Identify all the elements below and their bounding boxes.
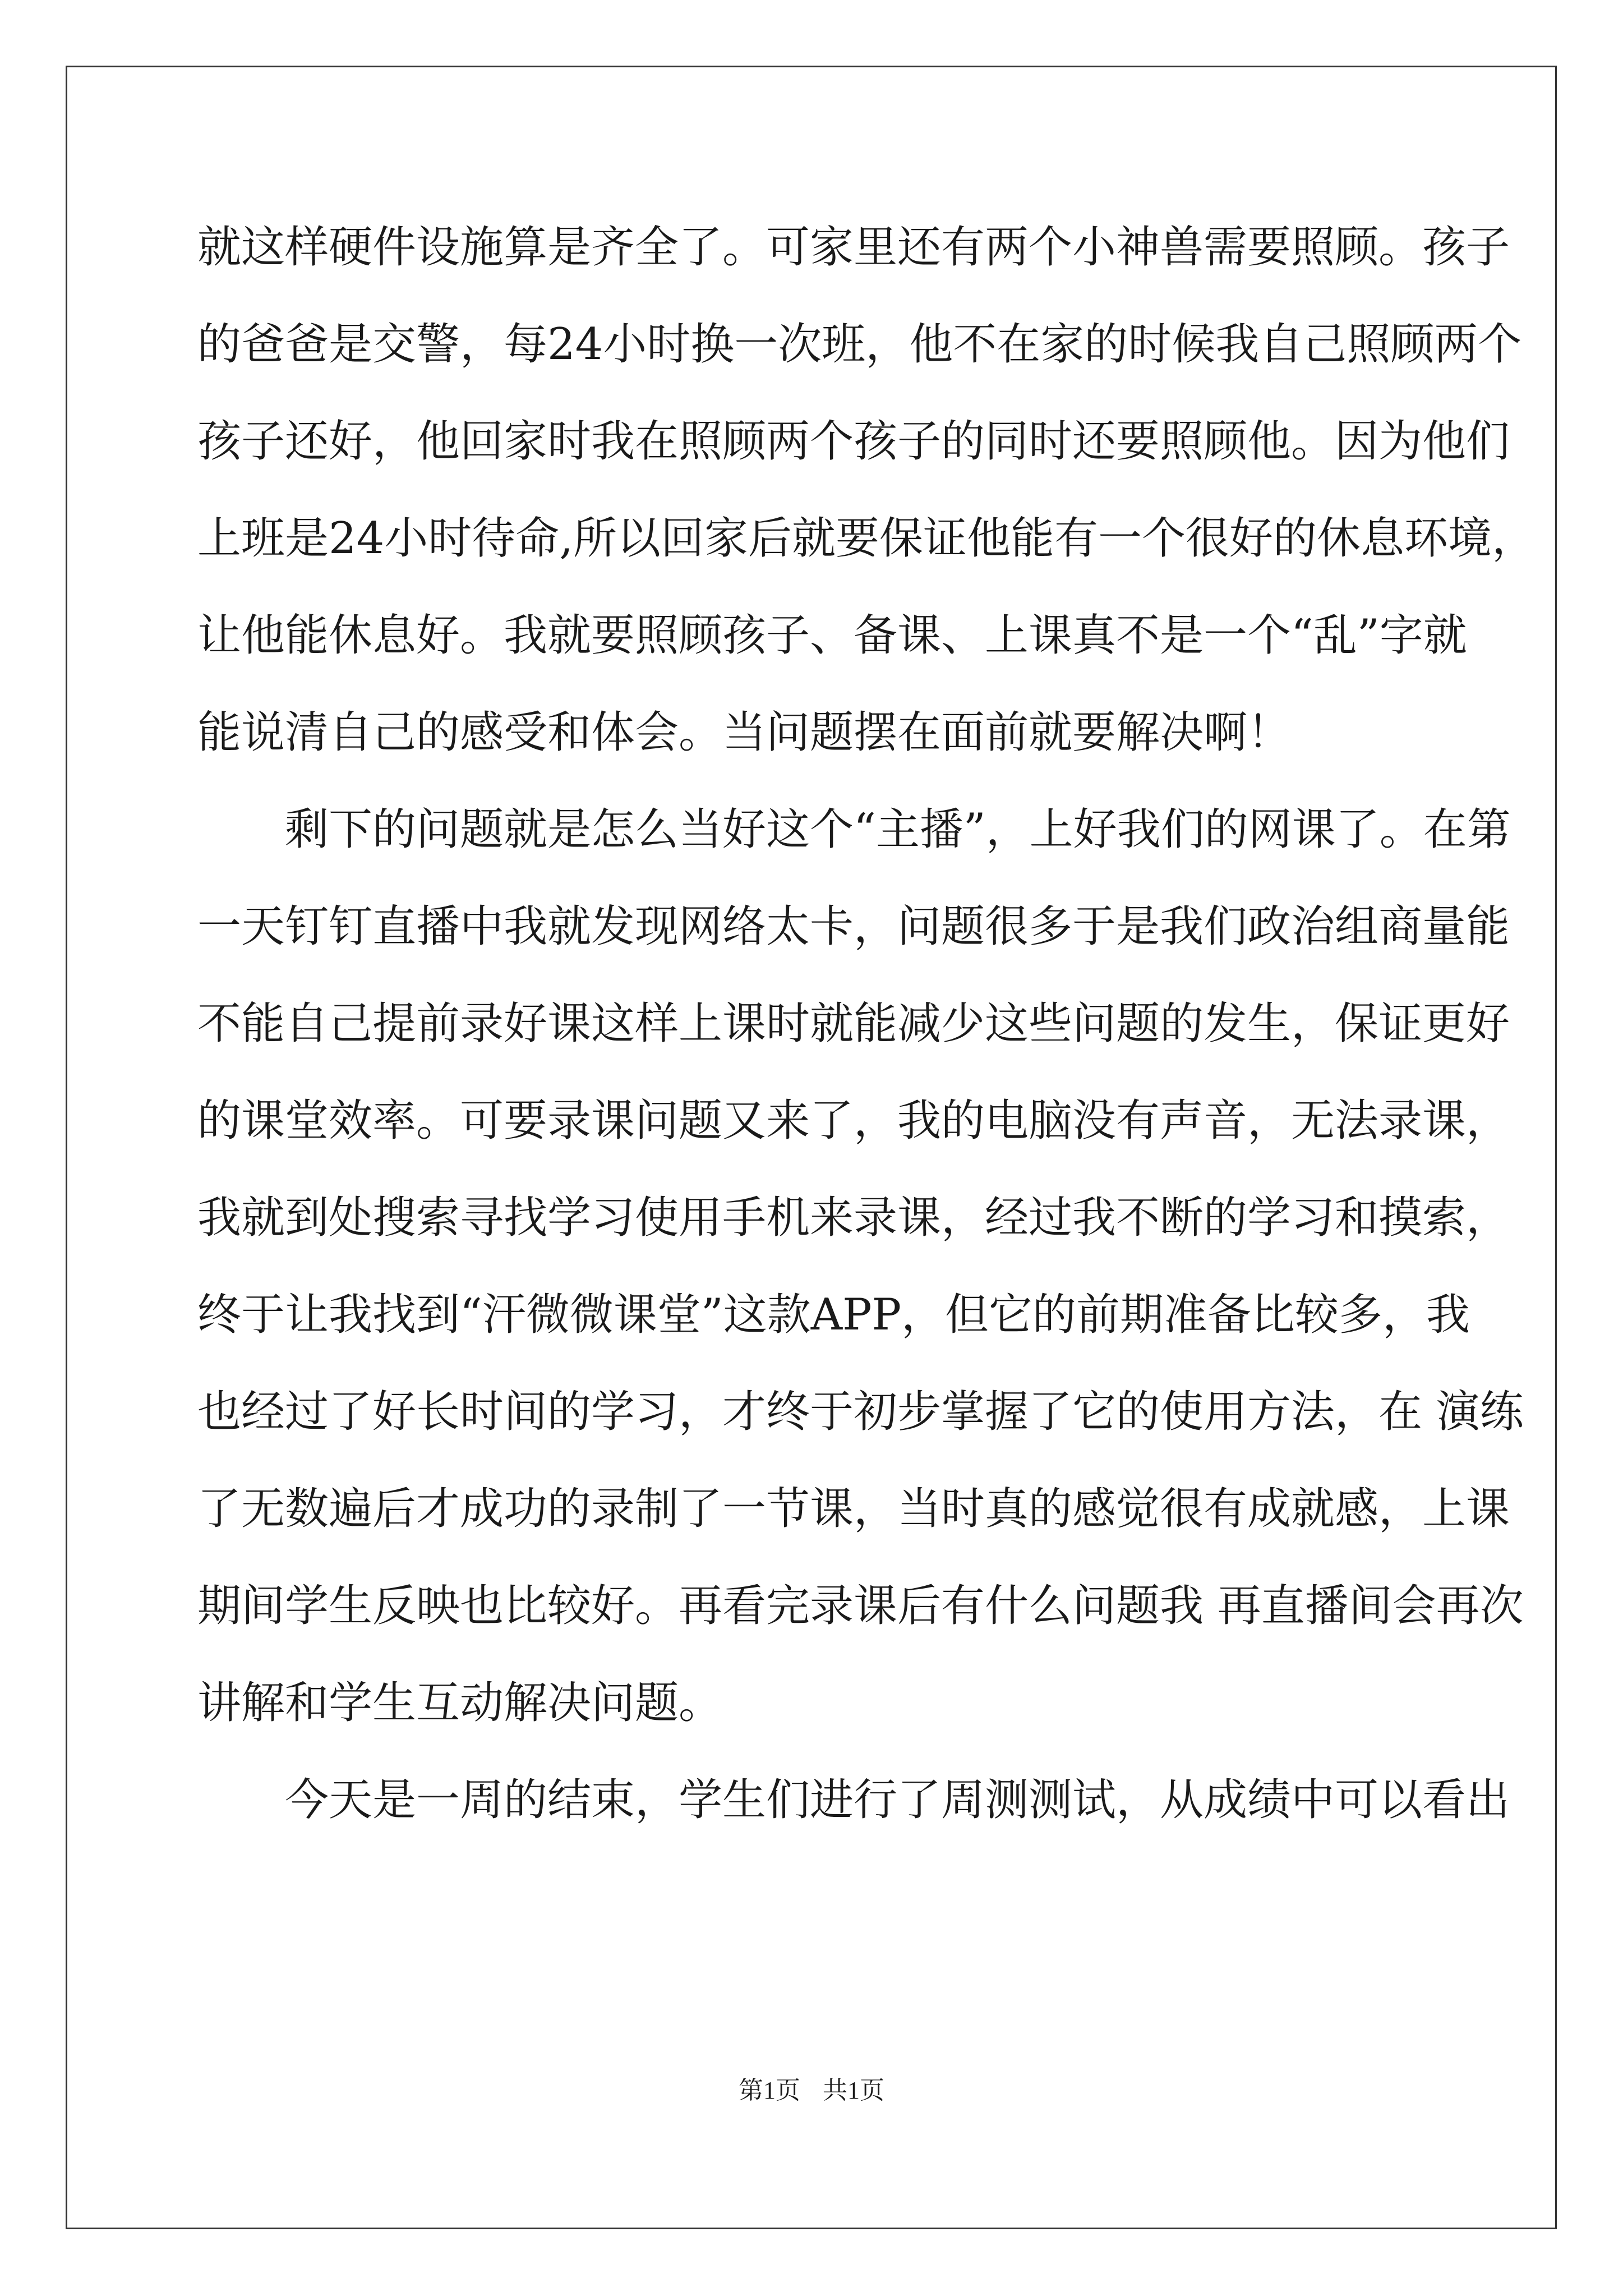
text-line: 今天是一周的结束，学生们进行了周测测试，从成绩中可以看出 (285, 1775, 1510, 1825)
text-line: 也经过了好长时间的学习，才终于初步掌握了它的使用方法，在 演练 (197, 1387, 1524, 1437)
text-line: 讲解和学生互动解决问题。 (197, 1678, 723, 1728)
page-total: 共1页 (823, 2077, 884, 2104)
text-line: 孩子还好，他回家时我在照顾两个孩子的同时还要照顾他。因为他们 (197, 416, 1510, 467)
page-footer (0, 2070, 1623, 2106)
text-line: 不能自己提前录好课这样上课时就能减少这些问题的发生，保证更好 (197, 999, 1510, 1049)
text-line: 一天钉钉直播中我就发现网络太卡，问题很多于是我们政治组商量能 (197, 901, 1510, 952)
text-line: 期间学生反映也比较好。再看完录课后有什么问题我 再直播间会再次 (197, 1581, 1524, 1631)
text-line: 的爸爸是交警，每24小时换一次班，他不在家的时候我自己照顾两个 (197, 319, 1522, 370)
text-line: 的课堂效率。可要录课问题又来了，我的电脑没有声音，无法录课， (197, 1096, 1510, 1146)
text-line: 让他能休息好。我就要照顾孩子、备课、上课真不是一个“乱”字就 (197, 610, 1467, 661)
text-line: 剩下的问题就是怎么当好这个“主播”，上好我们的网课了。在第 (285, 804, 1511, 855)
text-line: 能说清自己的感受和体会。当问题摆在面前就要解决啊！ (197, 707, 1292, 758)
text-line: 就这样硬件设施算是齐全了。可家里还有两个小神兽需要照顾。孩子 (197, 222, 1510, 273)
page-number: 第1页 (739, 2077, 800, 2104)
text-line: 终于让我找到“汗微微课堂”这款APP，但它的前期准备比较多，我 (197, 1290, 1470, 1340)
text-line: 上班是24小时待命,所以回家后就要保证他能有一个很好的休息环境， (197, 513, 1536, 564)
document-body (197, 199, 1536, 1849)
text-line: 了无数遍后才成功的录制了一节课，当时真的感觉很有成就感，上课 (197, 1484, 1510, 1534)
text-line: 我就到处搜索寻找学习使用手机来录课，经过我不断的学习和摸索， (197, 1193, 1510, 1243)
